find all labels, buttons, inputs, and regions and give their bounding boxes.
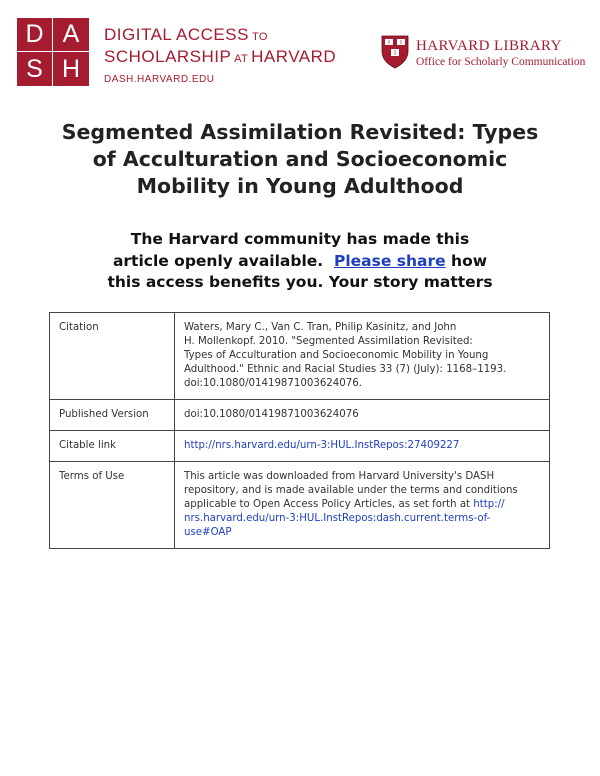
dash-line2-small: AT (231, 53, 252, 65)
dash-logo-letter: A (53, 18, 89, 52)
table-row (50, 400, 550, 431)
title-line: of Acculturation and Socioeconomic (92, 147, 508, 171)
dash-logo-letter: S (17, 52, 53, 86)
terms-link-part[interactable]: use#OAP (184, 527, 232, 538)
notice-line2-post: how (445, 251, 488, 270)
notice-line1: The Harvard community has made this (130, 230, 470, 248)
table-row (50, 313, 550, 400)
terms-link-part[interactable]: nrs.harvard.edu/urn-3:HUL.InstRepos:dash.current.terms-of- (184, 513, 491, 524)
harvard-library-wordmark (416, 38, 585, 70)
please-share-link[interactable]: Please share (334, 251, 446, 270)
citation-line: Adulthood." Ethnic and Racial Studies 33 (7) (July): 1168–1193. (184, 364, 507, 375)
library-office: Office for Scholarly Communication (416, 56, 586, 68)
terms-link-part[interactable]: http:// (473, 499, 505, 510)
terms-line: applicable to Open Access Policy Articles, as set forth at (184, 499, 474, 510)
citation-label: Citation (50, 313, 175, 400)
citation-line: Waters, Mary C., Van C. Tran, Philip Kasinitz, and John (184, 322, 457, 333)
dash-wordmark (104, 25, 336, 88)
citable-link[interactable]: http://nrs.harvard.edu/urn-3:HUL.InstRepos:27409227 (184, 440, 460, 451)
open-access-notice (60, 229, 540, 294)
dash-line2: SCHOLARSHIP (104, 47, 232, 66)
terms-value (175, 462, 550, 549)
table-row (50, 431, 550, 462)
citation-line: doi:10.1080/01419871003624076. (184, 378, 362, 389)
citable-label: Citable link (50, 431, 175, 462)
dash-url[interactable]: DASH.HARVARD.EDU (104, 74, 215, 85)
terms-label: Terms of Use (50, 462, 175, 549)
published-label: Published Version (50, 400, 175, 431)
dash-line1-small: TO (248, 31, 268, 43)
dash-line2-end: HARVARD (251, 47, 337, 66)
dash-logo-letter: H (61, 54, 81, 83)
dash-logo-letter: D (17, 18, 53, 52)
citation-line: H. Mollenkopf. 2010. "Segmented Assimilation Revisited: (184, 336, 473, 347)
citation-value (175, 313, 550, 400)
citation-line: Types of Acculturation and Socioeconomic Mobility in Young (184, 350, 489, 361)
dash-logo (17, 18, 89, 86)
notice-line3: this access benefits you. Your story matters (107, 273, 493, 291)
dash-line1: DIGITAL ACCESS (104, 25, 249, 44)
library-name: HARVARD LIBRARY (416, 38, 562, 54)
title-line: Mobility in Young Adulthood (136, 174, 464, 198)
notice-line2: article openly available. (112, 251, 324, 270)
terms-line: repository, and is made available under the terms and conditions (184, 485, 518, 496)
terms-line: This article was downloaded from Harvard University's DASH (184, 471, 495, 482)
metadata-table (49, 312, 550, 549)
table-row (50, 462, 550, 549)
published-value: doi:10.1080/01419871003624076 (175, 400, 550, 431)
article-title (40, 119, 560, 200)
title-line: Segmented Assimilation Revisited: Types (61, 120, 539, 144)
harvard-shield-icon (381, 35, 409, 69)
